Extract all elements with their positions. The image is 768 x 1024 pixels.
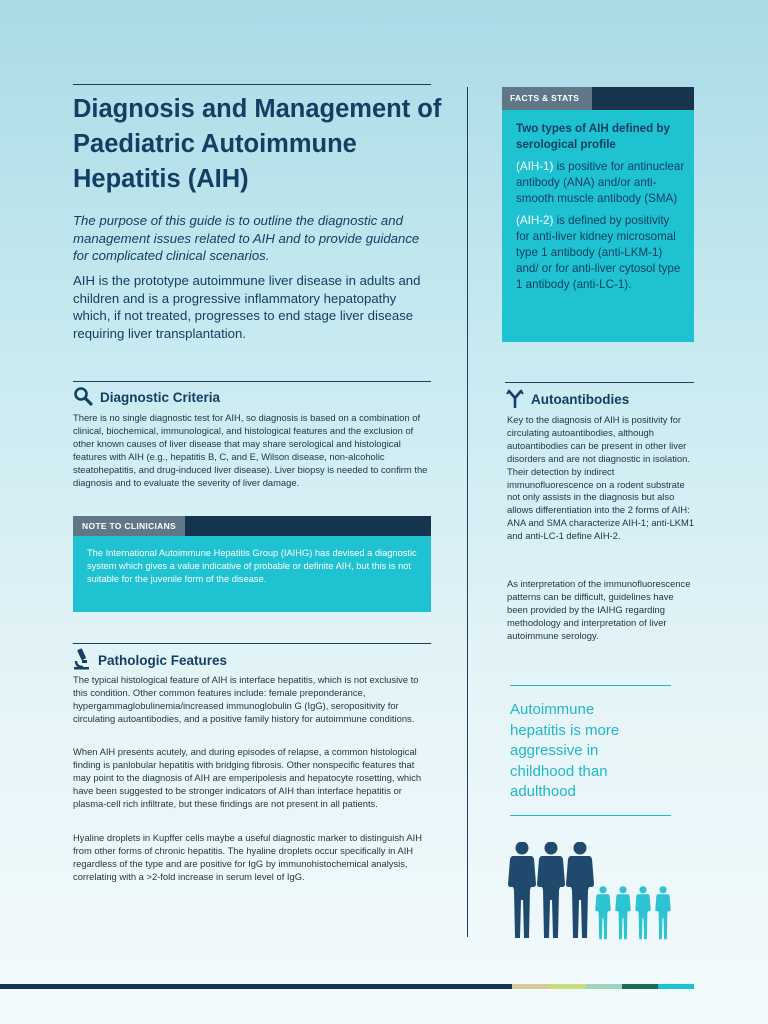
autoantibodies-paragraph-1: Key to the diagnosis of AIH is positivity for circulating autoantibodies, although autoantibodies can be present in other liver disorders and are not diagnostic in isolation. Their detection by indirect immunofluorescence on a rodent substrate not only assists in the diagnosis but also allows differentiation into the 2 forms of AIH: ANA and SMA characterize AIH-1; anti-LKM1 and anti-LC-1 define AIH-2. [507, 414, 695, 542]
footer-bar-tan [512, 984, 548, 989]
note-bar [185, 516, 431, 536]
title-top-rule [73, 84, 431, 85]
footer-bar-lime [548, 984, 586, 989]
facts-label: FACTS & STATS [502, 87, 592, 110]
note-text: The International Autoimmune Hepatitis Group (IAIHG) has devised a diagnostic system which gives a value indicative of probable or definite AIH, but this is not suitable for the juvenile form of the disease. [73, 536, 431, 612]
quote-top-rule [510, 685, 671, 686]
page-title: Diagnosis and Management of Paediatric Autoimmune Hepatitis (AIH) [73, 95, 442, 193]
diagnostic-criteria-title: Diagnostic Criteria [100, 390, 221, 405]
facts-and-stats [502, 87, 694, 342]
family-illustration [505, 842, 675, 940]
diagnostic-criteria-text: There is no single diagnostic test for AIH, so diagnosis is based on a combination of clinical, biochemical, immunological, and histological features and the exclusion of other known causes of liver disease that may share serological and histological features with AIH (e.g., hepatitis B, C, and E, Wilson disease, non-alcoholic steatohepatitis, and drug-induced liver disease). Liver biopsy is needed to confirm the diagnosis and to evaluate the severity of liver damage. [73, 412, 428, 488]
pathologic-features-title: Pathologic Features [98, 653, 228, 668]
pathologic-features-header [73, 648, 227, 673]
footer-bar-mint [586, 984, 622, 989]
footer-bar-green [622, 984, 658, 989]
pathologic-paragraph-1: The typical histological feature of AIH is interface hepatitis, which is not exclusive to this condition. Other common features include: female preponderance, hypergammaglobulinemia/increased immunoglobulin G (IgG), seropositivity for circulating autoantibodies, and a positive family history for autoimmune conditions. [73, 674, 419, 724]
note-label: NOTE TO CLINICIANS [73, 516, 185, 536]
aih1-text: is positive for antinuclear antibody (ANA) and/or anti-smooth muscle antibody (SMA) [516, 160, 685, 205]
pathologic-paragraph-2: When AIH presents acutely, and during episodes of relapse, a common histological finding is panlobular hepatitis with bridging fibrosis. Other nonspecific features that may point to the diagnosis of AIH are emperipolesis and hepatocyte rosetting, which have been suggested to be stronger indicators of AIH than interface hepatitis or plasma-cell rich infiltrate, but these findings are not present in all patients. [73, 746, 422, 809]
pathologic-paragraph-3: Hyaline droplets in Kupffer cells maybe a useful diagnostic marker to distinguish AIH from other forms of chronic hepatitis. The hyaline droplets occur specifically in AIH regardless of the type and are positive for IgG by immunohistochemical analysis, correlating with a >2-fold increase in serum level of IgG. [73, 832, 422, 882]
pathologic-rule [73, 643, 431, 644]
footer-bar-navy [0, 984, 512, 989]
facts-bar [592, 87, 694, 110]
intro-purpose: The purpose of this guide is to outline the diagnostic and management issues related to AIH and to provide guidance for complicated clinical scenarios. [73, 213, 420, 263]
column-divider [467, 87, 468, 937]
intro-description: AIH is the prototype autoimmune liver disease in adults and children and is a progressive inflammatory hepatopathy which, if not treated, progresses to end stage liver disease requiring liver transplantation. [73, 273, 421, 341]
footer-bar-teal [658, 984, 694, 989]
microscope-icon [73, 648, 91, 673]
diagnostic-rule [73, 381, 431, 382]
child-figures [595, 886, 670, 939]
aih1-tag: (AIH-1) [516, 160, 554, 173]
pull-quote: Autoimmune hepatitis is more aggressive in childhood than adulthood [510, 701, 620, 800]
aih2-tag: (AIH-2) [516, 214, 554, 227]
facts-heading: Two types of AIH defined by serological profile [516, 122, 670, 151]
diagnostic-criteria-header [73, 386, 220, 409]
aih2-text: is defined by positivity for anti-liver kidney microsomal type 1 antibody (anti-LKM-1) and/ or for anti-liver cytosol type 1 antibody (anti-LC-1). [516, 214, 681, 291]
autoantibodies-header [506, 388, 629, 411]
antibody-icon [506, 388, 524, 411]
note-to-clinicians [73, 516, 431, 612]
facts-aih1 [516, 159, 686, 207]
autoantibodies-rule [505, 382, 694, 383]
facts-aih2 [516, 213, 686, 293]
facts-body [502, 110, 694, 342]
magnifier-icon [73, 386, 93, 409]
adult-figures [508, 842, 594, 938]
autoantibodies-title: Autoantibodies [531, 392, 630, 407]
autoantibodies-paragraph-2: As interpretation of the immunofluorescence patterns can be difficult, guidelines have been provided by the IAIHG regarding methodology and interpretation of liver autoimmune serology. [507, 578, 691, 641]
quote-bottom-rule [510, 815, 671, 816]
